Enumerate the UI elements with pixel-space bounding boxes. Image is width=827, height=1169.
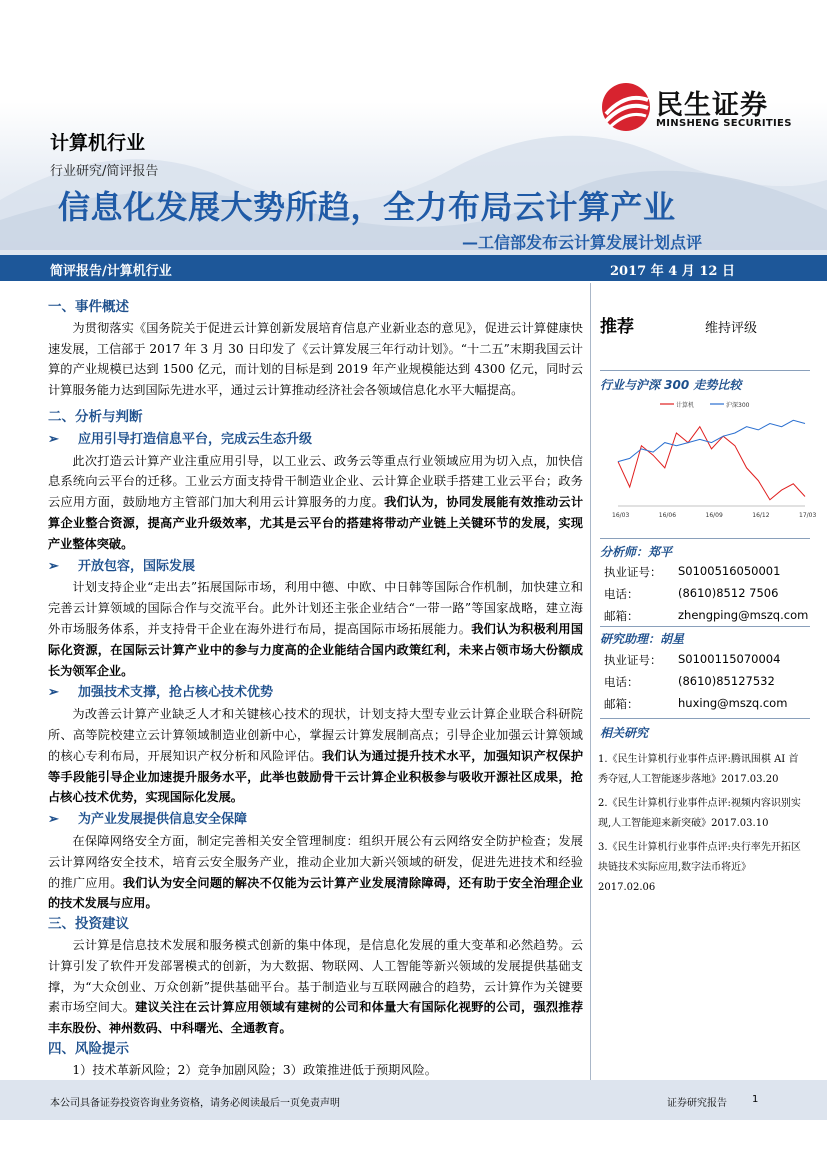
arrow-bullet-icon: ➢ bbox=[48, 812, 59, 828]
mail-label: 邮箱： bbox=[604, 697, 639, 711]
x-tick-label: 16/09 bbox=[705, 512, 723, 519]
section-title: 四、风险提示 bbox=[48, 1040, 129, 1057]
paragraph: 云计算是信息技术发展和服务模式创新的集中体现，是信息化发展的重大变革和必然趋势。云计算引发了软件开发部署模式的创新，为大数据、物联网、人工智能等新兴领域的发展提供基础支撑，为“大众创业、万众创新”提供基础平台。基于制造业与互联网融合的趋势，云计算作为关键要素市场空间大。建议关注在云计算应用领域有建树的公司和体量大有国际化视野的公司，强烈推荐丰东股份、神州数码、中科曙光、全通教育。 bbox=[48, 937, 584, 1036]
page-number: 1 bbox=[752, 1094, 759, 1105]
cert-label: 执业证号： bbox=[604, 653, 662, 667]
report-type: 行业研究/简评报告 bbox=[50, 164, 159, 179]
report-subtitle: —工信部发布云计算发展计划点评 bbox=[462, 233, 703, 252]
main-content bbox=[48, 297, 583, 1080]
x-tick-label: 16/12 bbox=[752, 512, 770, 519]
report-title: 信息化发展大势所趋，全力布局云计算产业 bbox=[58, 188, 676, 226]
paragraph: 在保障网络安全方面，制定完善相关安全管理制度：组织开展公有云网络安全防护检查；发展云计算网络安全技术，培育云安全服务产业，推动企业加大新兴领域的研发，促进先进技术和经验的推广应用。我们认为安全问题的解决不仅能为云计算产业发展清除障碍，还有助于安全治理企业的技术发展与应用。 bbox=[48, 833, 583, 911]
section-title: 三、投资建议 bbox=[48, 916, 129, 933]
x-tick-label: 16/03 bbox=[612, 512, 630, 519]
analyst-tel: (8610)8512 7506 bbox=[678, 586, 779, 600]
assistant-heading: 研究助理：胡星 bbox=[600, 632, 685, 646]
paragraph: 为贯彻落实《国务院关于促进云计算创新发展培育信息产业新业态的意见》，促进云计算健康快速发展，工信部于 2017 年 3 月 30 日印发了《云计算发展三年行动计划》。“十二五”末期我国云计算的产业规模已达到 1500 亿元，而计划的目标是到 2019 年产业规模能达到 4300 亿元，同时云计算服务能力达到国际先进水平，通过云计算推动经济社会各领域信息化水平大幅提高。 bbox=[48, 320, 583, 398]
bullet-heading: ➢ 加强技术支撑，抢占核心技术优势 bbox=[48, 683, 583, 704]
rating-note: 维持评级 bbox=[705, 321, 758, 336]
footer-disclaimer: 本公司具备证券投资咨询业务资格，请务必阅读最后一页免责声明 bbox=[50, 1098, 340, 1109]
related-list bbox=[598, 750, 808, 898]
assistant-email[interactable]: huxing@mszq.com bbox=[678, 696, 788, 710]
divider bbox=[600, 370, 810, 371]
x-tick-label: 16/06 bbox=[658, 512, 677, 519]
minsheng-logo-icon bbox=[600, 82, 652, 132]
legend-label: 计算机 bbox=[676, 402, 695, 409]
column-divider bbox=[590, 283, 591, 1083]
bullet-heading: ➢ 开放包容，国际发展 bbox=[48, 557, 583, 578]
divider bbox=[600, 718, 810, 719]
mail-label: 邮箱： bbox=[604, 609, 639, 623]
paragraph: 计划支持企业“走出去”拓展国际市场，利用中德、中欧、中日韩等国际合作机制，加快建立和完善云计算领域的国际合作与交流平台。此外计划还主张企业结合“一带一路”等国家战略，建立海外市场服务体系，并支持骨干企业在海外进行布局，提高国际市场拓展能力。我们认为积极利用国际化资源，在国际云计算产业中的参与力度高的企业能结合国内政策红利，未来占领市场大份额成长为领军企业。 bbox=[48, 580, 584, 678]
rating: 推荐 bbox=[600, 317, 634, 337]
paragraph: 为改善云计算产业缺乏人才和关键核心技术的现状，计划支持大型专业云计算企业联合科研院所、高等院校建立云计算领域制造业创新中心，掌握云计算发展制高点；引导企业加强云计算领域的核心专利布局，开展知识产权分析和风险评估。我们认为通过提升技术水平，加强知识产权保护等手段能引导企业加速提升服务水平，此举也鼓励骨干云计算企业积极参与吸收开源社区成果，抢占核心技术优势，实现国际化发展。 bbox=[48, 707, 584, 805]
paragraph: 此次打造云计算产业注重应用引导，以工业云、政务云等重点行业领域应用为切入点，加快信息系统向云平台的迁移。工业云方面支持骨干制造业企业、云计算企业联手搭建工业云平台；政务云应用方面，鼓励地方主管部门加大利用云计算服务的力度。我们认为，协同发展能有效推动云计算企业整合资源，提高产业升级效率，尤其是云平台的搭建将带动产业链上关键环节的发展，实现产业整体突破。 bbox=[48, 453, 584, 551]
logo-text-en: MINSHENG SECURITIES bbox=[656, 118, 792, 129]
arrow-bullet-icon: ➢ bbox=[48, 685, 59, 701]
section-title: 二、分析与判断 bbox=[48, 408, 143, 425]
series-line-1 bbox=[618, 420, 805, 461]
analyst-heading: 分析师：郑平 bbox=[600, 545, 673, 559]
section-title: 一、事件概述 bbox=[48, 299, 129, 315]
tel-label: 电话： bbox=[604, 587, 639, 601]
divider bbox=[600, 626, 810, 627]
arrow-bullet-icon: ➢ bbox=[48, 431, 59, 447]
industry-label: 计算机行业 bbox=[50, 132, 146, 154]
paragraph: 1）技术革新风险；2）竞争加剧风险；3）政策推进低于预期风险。 bbox=[72, 1062, 437, 1077]
related-item[interactable]: 2.《民生计算机行业事件点评:视频内容识别实现,人工智能迎来新突破》2017.03.10 bbox=[598, 798, 801, 829]
tel-label: 电话： bbox=[604, 675, 639, 689]
assistant-tel: (8610)85127532 bbox=[678, 674, 775, 688]
related-heading: 相关研究 bbox=[600, 726, 649, 740]
arrow-bullet-icon: ➢ bbox=[48, 558, 59, 574]
divider bbox=[600, 538, 810, 539]
chart-title: 行业与沪深 300 走势比较 bbox=[600, 378, 742, 392]
trend-chart bbox=[600, 396, 817, 526]
bar-category: 简评报告/计算机行业 bbox=[50, 264, 172, 279]
legend-label: 沪深300 bbox=[726, 402, 750, 409]
cert-label: 执业证号： bbox=[604, 565, 662, 579]
bar-date: 2017 年 4 月 12 日 bbox=[610, 264, 735, 279]
footer-label: 证券研究报告 bbox=[667, 1098, 727, 1109]
analyst-email[interactable]: zhengping@mszq.com bbox=[678, 608, 809, 622]
analyst-cert: S0100516050001 bbox=[678, 564, 781, 578]
bullet-heading: ➢ 应用引导打造信息平台，完成云生态升级 bbox=[48, 430, 583, 451]
related-item[interactable]: 3.《民生计算机行业事件点评:央行率先开拓区块链技术实际应用,数字法币将近》2017.02.06 bbox=[598, 842, 801, 893]
x-tick-label: 17/03 bbox=[799, 512, 817, 519]
bullet-heading: ➢ 为产业发展提供信息安全保障 bbox=[48, 810, 583, 831]
series-line-0 bbox=[618, 427, 805, 500]
assistant-cert: S0100115070004 bbox=[678, 652, 781, 666]
related-item[interactable]: 1.《民生计算机行业事件点评:腾讯围棋 AI 首秀夺冠,人工智能逐步落地》2017.03.20 bbox=[598, 754, 799, 785]
logo-text-cn: 民生证券 bbox=[656, 90, 768, 121]
